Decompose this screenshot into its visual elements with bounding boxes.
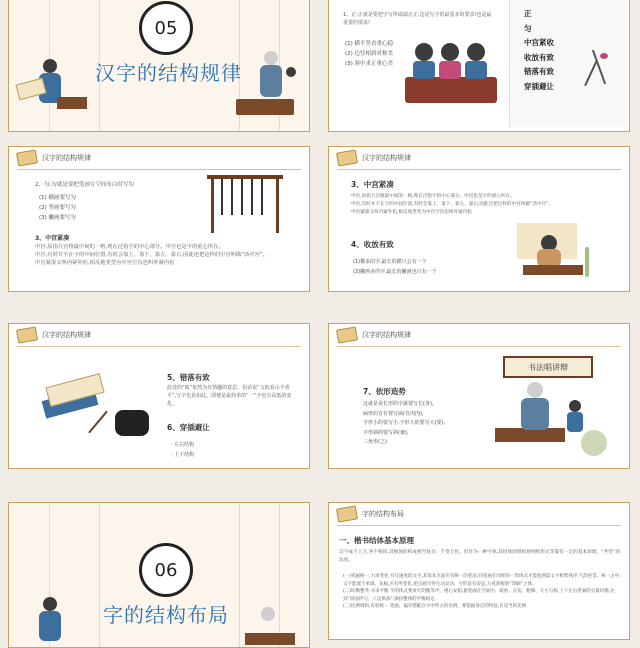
list-item: 字形小的要写小,字形大的要写大(要),	[363, 420, 446, 426]
slide-structure-layout[interactable]	[328, 502, 630, 640]
slide-header-badge: 汉字的结构规律	[17, 328, 91, 342]
side-list-item: 正	[524, 9, 532, 18]
paragraph: 中宫,原指九宫格最中间的一格,现在泛指字的中心部分。中宫也是字的重心所在。 中宫,有时并不在字的中间位置,有时会靠上、靠下、靠左、靠右,因此还把这样的中宫叫做“活中宫”。 中宫紧凑又叫内紧外松,相反地类型为中宫空泻也叫外紧内松	[35, 244, 269, 266]
paragraph: 汉字成千上万,各不相同,其独体的构成相当复杂、千变万化。但作为一种字体,其结体的组织规则和形式等都有一定的基本原理、“共性”的法度。	[339, 550, 621, 563]
list-item: (2) 边竖相斜对称美	[345, 51, 394, 57]
intro-text: 2、匀:匀就是要把笔画在空间布白时写均	[35, 182, 134, 188]
slide-section-05[interactable]	[8, 0, 310, 132]
slide-rule-zheng[interactable]	[328, 0, 630, 132]
side-list-item: 收放有致	[524, 52, 554, 62]
list-item: (一)笔画统一,力求变化 书写速度较文字,其基本点面在有统一的笔法;同笔画在同样的一形体式才能使满篇文字和势熟序,气韵连贯。统一之中,又不能流于单调、呆板,应有所变化,把点画写得生动灵动、字形富有姿态,力戒刻板的“印刷”之体。	[343, 574, 621, 587]
orchid-icon	[586, 49, 614, 89]
section-title: 字的结构布局	[103, 603, 229, 627]
list-item: 这就是说长形的字就要写长(身),	[363, 401, 434, 407]
list-item: 扁形的自有要写扁(自肉内),	[363, 410, 424, 417]
teacher-student-illustration	[493, 380, 613, 462]
side-list-item: 匀	[524, 23, 532, 33]
section-heading: 7、依形造势	[363, 387, 406, 396]
section-heading: 3、中宫紧凑	[35, 235, 70, 242]
item-list	[345, 39, 393, 69]
slide-rule-yun[interactable]	[8, 146, 310, 292]
intro-text: 1、正:正就是要把字写得端端正正,这是写字的最基本的要求!也是最重要的要求!	[343, 12, 492, 26]
item-list	[39, 193, 76, 223]
list-item: (2)撇画多的字,最长的撇画也只有一个	[353, 269, 437, 275]
girl-writing-illustration	[517, 223, 597, 287]
slide-rule-yixing[interactable]	[328, 323, 630, 469]
scholar-illustration-left	[17, 57, 87, 121]
list-item: (2) 竖画要写匀	[39, 205, 77, 211]
scroll-icon	[336, 149, 358, 166]
teacher-illustration-right	[241, 603, 305, 648]
paragraph: 中宫,原指九宫格最中间的一格,现在泛指字的中心部分。中宫也是字的重心所在。 中宫,有时并不在字的中间位置,有时会靠上、靠下、靠左、靠右,因此还把这样的中宫叫做“活中宫”。 中宫紧凑又叫内紧外松,相反地类型为中宫空泻也叫外紧内松	[351, 194, 554, 215]
scroll-icon	[16, 149, 38, 166]
list-item: 字形斜的要写斜(兼),	[363, 429, 409, 436]
slide-header-badge: 汉字的结构规律	[337, 328, 411, 342]
list-item: (1) 横平竖直重心稳	[345, 41, 394, 47]
slide-header-badge: 汉字的结构规律	[337, 151, 411, 165]
slide-rule-cuoluo[interactable]	[8, 323, 310, 469]
list-item: (二)均衡整齐,寻求平衡 字的体式要讲究均衡等声、重心安稳,使笔画在空间中、疏密、长短、粗细、大小匀称,上下左右笔画的分量均衡,达到“四面停匀、八边俱备”,保持整体的平衡稳定。	[343, 589, 615, 602]
item-list	[171, 440, 194, 460]
paragraph: 此处的“致”依然为有情趣的意思。俗话说“文似看山不喜平”,写字也是如此。即便是最简单的“一”字也有高低的变化。	[167, 385, 292, 407]
list-item: 三角形(之)	[363, 439, 387, 445]
scroll-icon	[336, 505, 358, 522]
scroll-icon	[16, 326, 38, 343]
list-item: (三)比例调和,有机统一 笔画、偏旁搭配在字中所占的比例、要依据各自的特征,在适当的比例	[343, 604, 527, 609]
list-item: (1)横多的字,最长的横只会有一个	[353, 259, 427, 265]
slide-header-badge: 汉字的结构规律	[17, 151, 91, 165]
list-item: (1) 横画要写匀	[39, 195, 77, 201]
section-number: 05	[139, 1, 193, 55]
slide-rule-zhonggong[interactable]	[328, 146, 630, 292]
item-list	[343, 573, 621, 611]
slide-section-06[interactable]	[8, 502, 310, 648]
item-list	[353, 257, 437, 277]
item-list	[363, 400, 445, 448]
side-list-item: 错落有致	[524, 67, 554, 76]
brush-rack-icon	[207, 171, 283, 233]
slide-header-badge: 字的结构布局	[337, 507, 404, 521]
list-item: · 上下结构	[171, 452, 195, 458]
list-item: (3) 斜中求正重心美	[345, 61, 394, 67]
section-title: 汉字的结构规律	[95, 61, 242, 85]
list-item: · 左右结构	[171, 442, 195, 448]
side-panel	[509, 0, 628, 127]
section-heading: 6、穿插避让	[167, 423, 210, 432]
section-heading: 3、中宫紧凑	[351, 180, 394, 189]
children-writing-illustration	[405, 39, 497, 107]
scroll-icon	[336, 326, 358, 343]
section-heading: 5、错落有致	[167, 373, 210, 382]
section-heading: 4、收放有致	[351, 240, 394, 249]
list-item: (3) 撇画要写匀	[39, 215, 77, 221]
side-list-item: 中宫紧收	[524, 38, 554, 47]
side-list-item: 穿插避让	[524, 81, 554, 91]
calligraphy-sign: 书法唱讲辩	[503, 356, 593, 378]
section-heading: 一、楷书结体基本原理	[339, 536, 414, 545]
teacher-illustration-right	[234, 47, 304, 123]
books-inkstone-illustration	[43, 374, 153, 454]
section-number: 06	[139, 543, 193, 597]
